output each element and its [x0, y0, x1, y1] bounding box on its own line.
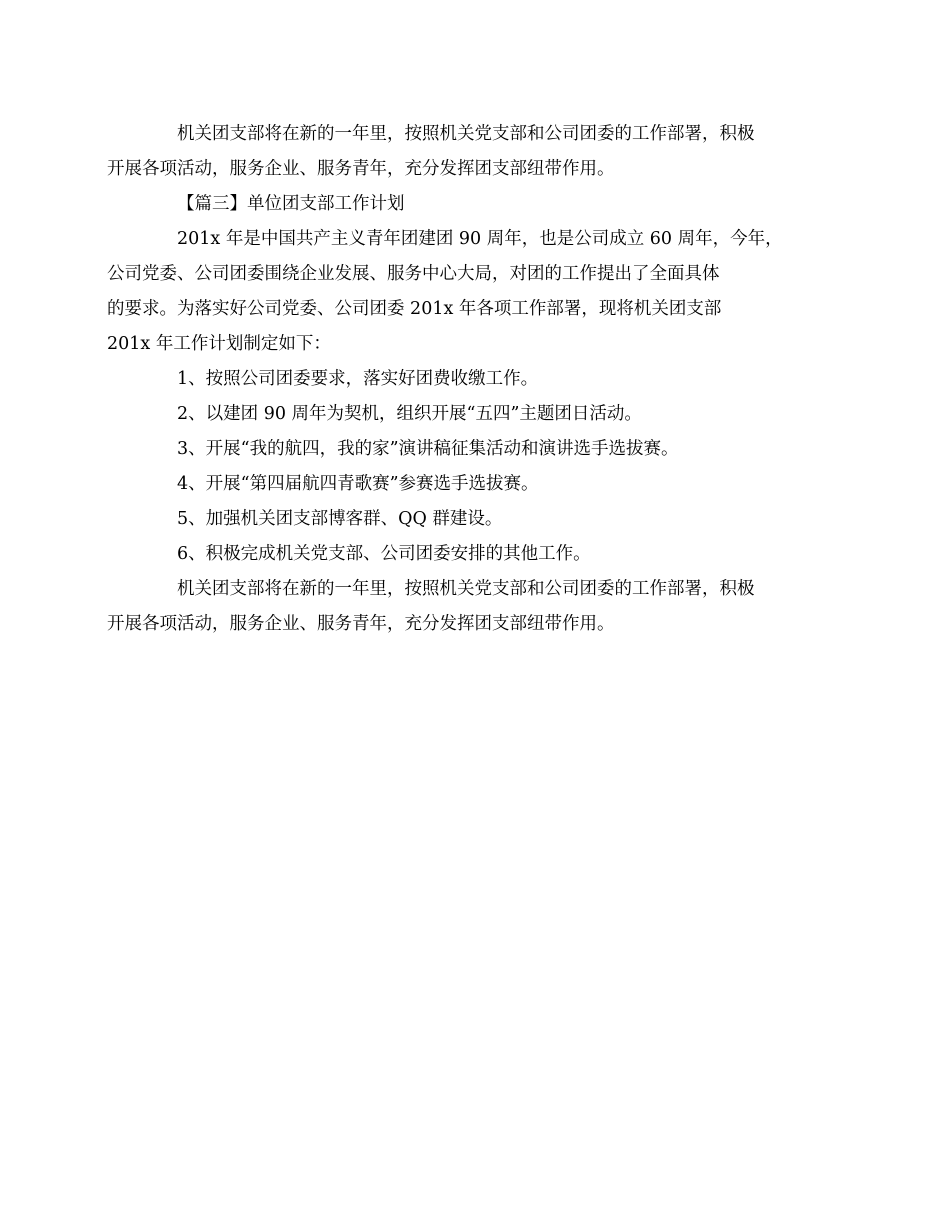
paragraph-intro-closing — [107, 117, 797, 187]
list-item-text: 3、开展“我的航四，我的家”演讲稿征集活动和演讲选手选拔赛。 — [177, 439, 679, 459]
list-item-text: 6、积极完成机关党支部、公司团委安排的其他工作。 — [177, 544, 591, 564]
section-heading — [142, 187, 797, 222]
list-item-text: 1、按照公司团委要求，落实好团费收缴工作。 — [177, 369, 539, 389]
text-line: 机关团支部将在新的一年里，按照机关党支部和公司团委的工作部署，积极 — [177, 579, 755, 599]
list-item — [142, 467, 797, 502]
list-item-text: 4、开展“第四届航四青歌赛”参赛选手选拔赛。 — [177, 474, 539, 494]
list-item — [142, 502, 797, 537]
text-line: 机关团支部将在新的一年里，按照机关党支部和公司团委的工作部署，积极 — [177, 124, 755, 144]
paragraph-closing — [107, 572, 797, 642]
list-item-text: 2、以建团 90 周年为契机，组织开展“五四”主题团日活动。 — [177, 404, 642, 424]
text-line: 201x 年工作计划制定如下： — [107, 334, 331, 354]
text-line: 公司党委、公司团委围绕企业发展、服务中心大局，对团的工作提出了全面具体 — [107, 264, 720, 284]
list-item — [142, 432, 797, 467]
text-line: 开展各项活动，服务企业、服务青年，充分发挥团支部纽带作用。 — [107, 159, 615, 179]
paragraph-background — [107, 222, 797, 362]
text-line: 201x 年是中国共产主义青年团建团 90 周年，也是公司成立 60 周年，今年， — [177, 229, 783, 249]
heading-text: 【篇三】单位团支部工作计划 — [177, 194, 405, 214]
document-page — [107, 117, 797, 642]
list-item — [142, 537, 797, 572]
text-line: 开展各项活动，服务企业、服务青年，充分发挥团支部纽带作用。 — [107, 614, 615, 634]
list-item-text: 5、加强机关团支部博客群、QQ 群建设。 — [177, 509, 503, 529]
text-line: 的要求。为落实好公司党委、公司团委 201x 年各项工作部署，现将机关团支部 — [107, 299, 722, 319]
list-item — [142, 362, 797, 397]
list-item — [142, 397, 797, 432]
